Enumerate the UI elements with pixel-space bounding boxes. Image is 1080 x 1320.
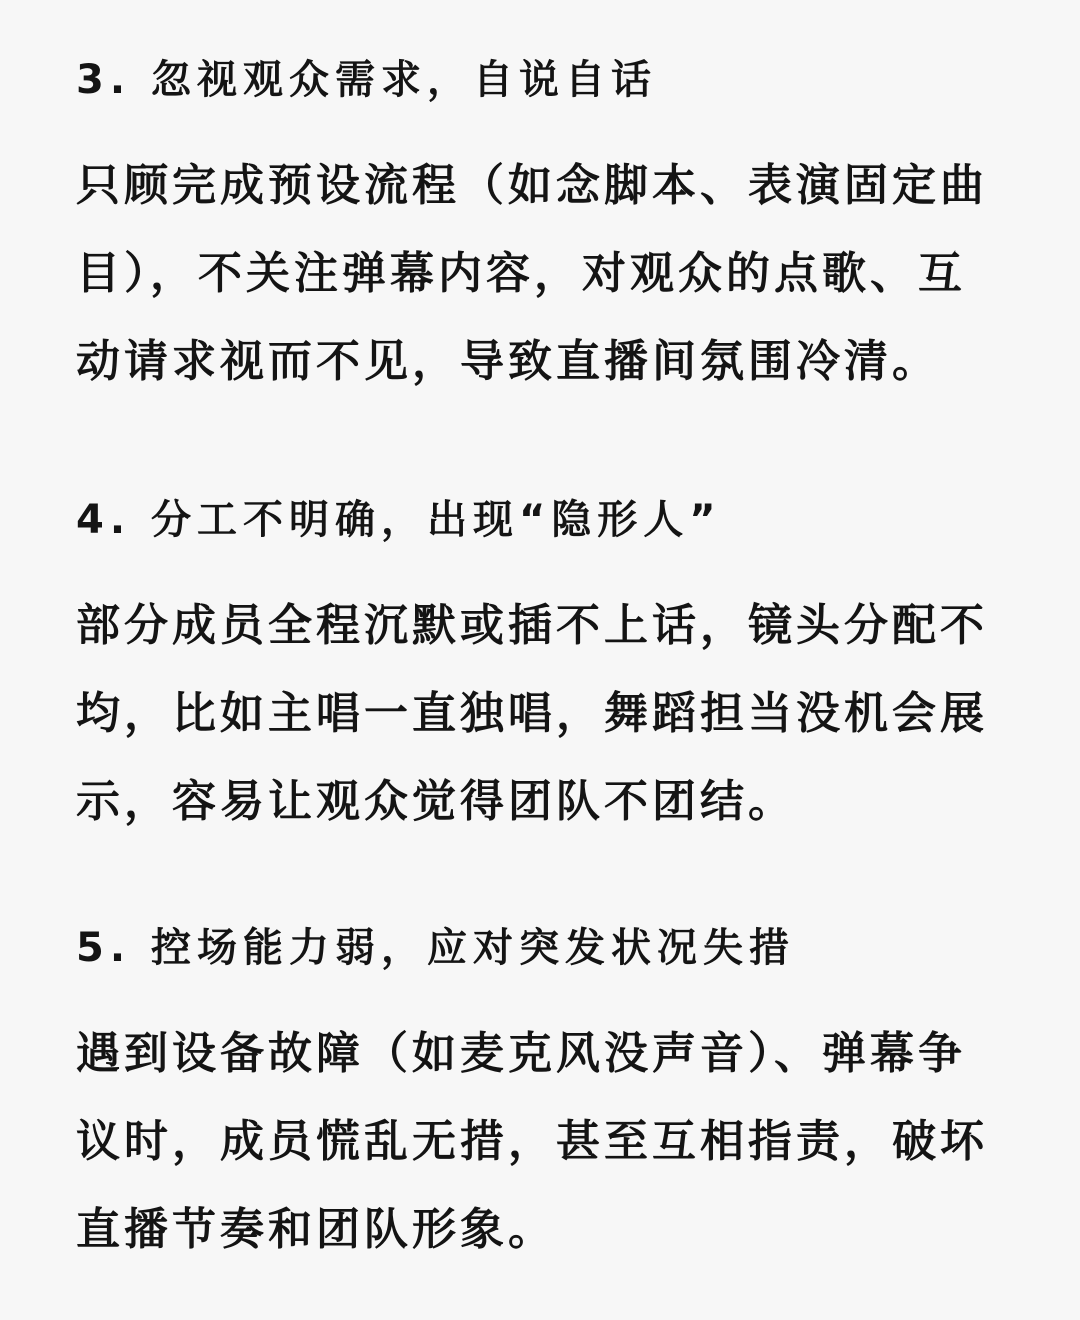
section-4 <box>76 497 1006 846</box>
body-line: 遇到设备故障（如麦克风没声音）、弹幕争 <box>76 1028 966 1079</box>
section-body <box>76 582 1006 846</box>
section-heading: 4. 分工不明确，出现“隐形人” <box>76 497 722 543</box>
section-heading: 5. 控场能力弱，应对突发状况失措 <box>76 925 795 971</box>
body-line: 只顾完成预设流程（如念脚本、表演固定曲 <box>76 160 988 211</box>
body-line: 示，容易让观众觉得团队不团结。 <box>76 776 796 827</box>
body-line: 部分成员全程沉默或插不上话，镜头分配不 <box>76 600 988 651</box>
section-5 <box>76 925 1006 1274</box>
section-heading: 3. 忽视观众需求，自说自话 <box>76 57 657 103</box>
body-line: 动请求视而不见，导致直播间氛围冷清。 <box>76 336 940 387</box>
section-3 <box>76 57 1006 406</box>
body-line: 议时，成员慌乱无措，甚至互相指责，破坏 <box>76 1116 988 1167</box>
body-line: 直播节奏和团队形象。 <box>76 1204 556 1255</box>
body-line: 目），不关注弹幕内容，对观众的点歌、互 <box>76 248 966 299</box>
section-body <box>76 1010 1006 1274</box>
section-body <box>76 142 1006 406</box>
body-line: 均，比如主唱一直独唱，舞蹈担当没机会展 <box>76 688 988 739</box>
